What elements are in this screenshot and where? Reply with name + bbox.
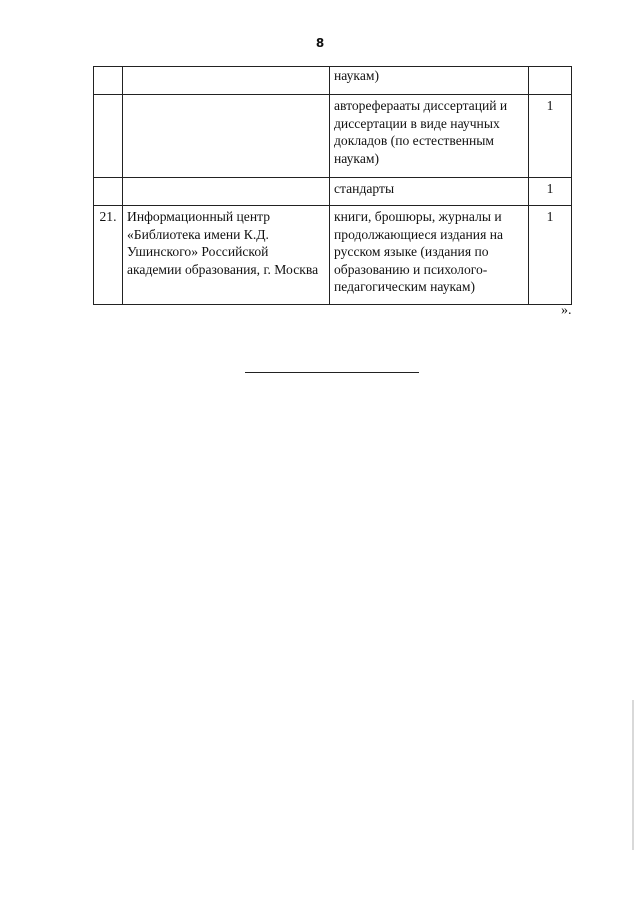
end-of-document-rule [245, 372, 419, 373]
organization-cell: Информационный центр «Библиотека имени К.Д. Ушинского» Российской академии образования, г. Москва [123, 206, 330, 305]
table-row [94, 67, 572, 95]
distribution-table [93, 66, 572, 305]
closing-quote: ». [561, 303, 572, 318]
table-row [94, 206, 572, 305]
row-number-cell [94, 95, 123, 178]
row-number-cell: 21. [94, 206, 123, 305]
organization-cell [123, 178, 330, 206]
organization-cell [123, 95, 330, 178]
row-number-cell [94, 67, 123, 95]
quantity-cell [529, 67, 572, 95]
organization-cell [123, 67, 330, 95]
row-number-cell [94, 178, 123, 206]
quantity-cell: 1 [529, 178, 572, 206]
table-row [94, 95, 572, 178]
publication-type-cell: наукам) [330, 67, 529, 95]
quantity-cell: 1 [529, 206, 572, 305]
table-row [94, 178, 572, 206]
scan-edge-mark [632, 700, 634, 850]
publication-type-cell: книги, брошюры, журналы и продолжающиеся издания на русском языке (издания по образованию и психолого-педагогическим наукам) [330, 206, 529, 305]
publication-type-cell: стандарты [330, 178, 529, 206]
publication-type-cell: автореферааты диссертаций и диссертации в виде научных докладов (по естественным наукам) [330, 95, 529, 178]
page-number: 8 [315, 36, 325, 50]
quantity-cell: 1 [529, 95, 572, 178]
